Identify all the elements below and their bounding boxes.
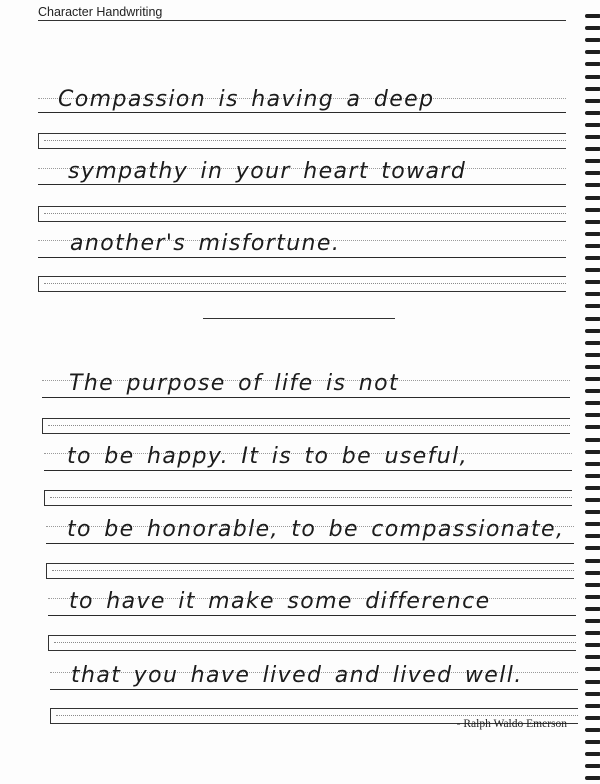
spiral-coil bbox=[585, 583, 600, 587]
spiral-coil bbox=[585, 135, 600, 139]
script-line: Compassion is having a deep bbox=[58, 87, 435, 112]
spiral-coil bbox=[585, 704, 600, 708]
spiral-coil bbox=[585, 546, 600, 550]
spiral-coil bbox=[585, 280, 600, 284]
writing-row bbox=[46, 506, 574, 582]
spiral-coil bbox=[585, 728, 600, 732]
spiral-coil bbox=[585, 667, 600, 671]
spiral-coil bbox=[585, 268, 600, 272]
spiral-coil bbox=[585, 680, 600, 684]
spiral-coil bbox=[585, 14, 600, 18]
spiral-binding bbox=[584, 0, 600, 784]
spiral-coil bbox=[585, 474, 600, 478]
spiral-coil bbox=[585, 438, 600, 442]
spiral-coil bbox=[585, 462, 600, 466]
writing-row bbox=[48, 578, 576, 654]
script-line: that you have lived and lived well. bbox=[71, 663, 523, 688]
spiral-coil bbox=[585, 522, 600, 526]
spiral-coil bbox=[585, 99, 600, 103]
spiral-coil bbox=[585, 38, 600, 42]
spiral-coil bbox=[585, 607, 600, 611]
spiral-coil bbox=[585, 256, 600, 260]
spiral-coil bbox=[585, 87, 600, 91]
spiral-coil bbox=[585, 111, 600, 115]
spiral-coil bbox=[585, 244, 600, 248]
writing-row bbox=[38, 78, 566, 154]
spiral-coil bbox=[585, 510, 600, 514]
script-line: to be happy. It is to be useful, bbox=[67, 444, 469, 469]
spiral-coil bbox=[585, 655, 600, 659]
spiral-coil bbox=[585, 450, 600, 454]
spiral-coil bbox=[585, 631, 600, 635]
spiral-coil bbox=[585, 304, 600, 308]
spiral-coil bbox=[585, 365, 600, 369]
script-line: to have it make some difference bbox=[69, 589, 491, 614]
writing-row bbox=[44, 433, 572, 509]
spiral-coil bbox=[585, 232, 600, 236]
spiral-coil bbox=[585, 329, 600, 333]
spiral-coil bbox=[585, 716, 600, 720]
spiral-coil bbox=[585, 50, 600, 54]
spiral-coil bbox=[585, 208, 600, 212]
spiral-coil bbox=[585, 413, 600, 417]
script-line: to be honorable, to be compassionate, bbox=[67, 517, 565, 542]
spiral-coil bbox=[585, 389, 600, 393]
spiral-coil bbox=[585, 740, 600, 744]
spiral-coil bbox=[585, 377, 600, 381]
script-line: another's misfortune. bbox=[70, 231, 341, 256]
spiral-coil bbox=[585, 619, 600, 623]
spiral-coil bbox=[585, 692, 600, 696]
spiral-coil bbox=[585, 183, 600, 187]
spiral-coil bbox=[585, 776, 600, 780]
spiral-coil bbox=[585, 292, 600, 296]
spiral-coil bbox=[585, 486, 600, 490]
spiral-coil bbox=[585, 123, 600, 127]
spiral-coil bbox=[585, 341, 600, 345]
spiral-coil bbox=[585, 220, 600, 224]
quote-attribution: - Ralph Waldo Emerson bbox=[456, 718, 567, 730]
section-divider bbox=[203, 318, 395, 319]
spiral-coil bbox=[585, 171, 600, 175]
spiral-coil bbox=[585, 26, 600, 30]
spiral-coil bbox=[585, 196, 600, 200]
spiral-coil bbox=[585, 534, 600, 538]
spiral-coil bbox=[585, 425, 600, 429]
spiral-coil bbox=[585, 62, 600, 66]
spiral-coil bbox=[585, 752, 600, 756]
script-line: sympathy in your heart toward bbox=[68, 159, 467, 184]
spiral-coil bbox=[585, 159, 600, 163]
spiral-coil bbox=[585, 595, 600, 599]
spiral-coil bbox=[585, 764, 600, 768]
script-line: The purpose of life is not bbox=[69, 371, 399, 396]
spiral-coil bbox=[585, 147, 600, 151]
spiral-coil bbox=[585, 559, 600, 563]
spiral-coil bbox=[585, 498, 600, 502]
spiral-coil bbox=[585, 317, 600, 321]
spiral-coil bbox=[585, 75, 600, 79]
writing-row bbox=[42, 360, 570, 436]
writing-row bbox=[38, 148, 566, 224]
header-title: Character Handwriting bbox=[38, 5, 163, 19]
writing-row bbox=[38, 220, 566, 296]
writing-row bbox=[50, 652, 578, 728]
spiral-coil bbox=[585, 353, 600, 357]
header-rule bbox=[38, 20, 566, 21]
spiral-coil bbox=[585, 571, 600, 575]
spiral-coil bbox=[585, 401, 600, 405]
spiral-coil bbox=[585, 643, 600, 647]
